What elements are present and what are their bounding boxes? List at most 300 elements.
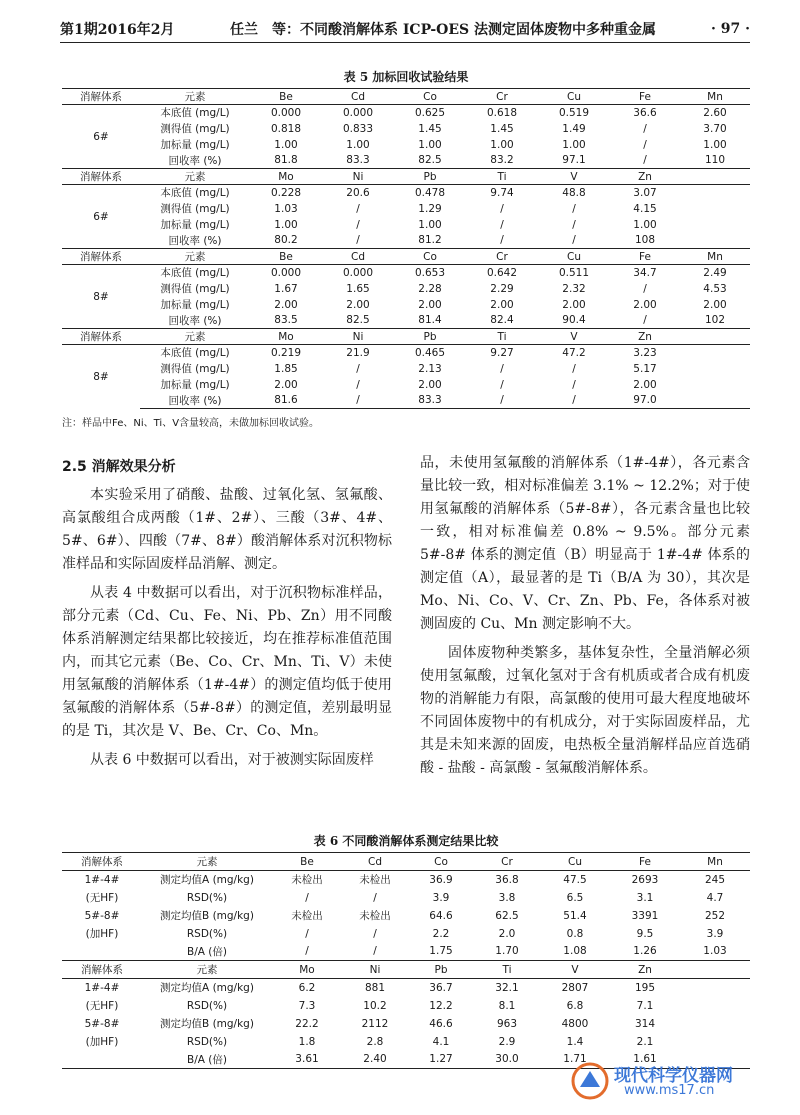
- column-header: Pb: [394, 169, 466, 185]
- column-header: Co: [394, 89, 466, 105]
- table-cell: 9.27: [490, 346, 514, 359]
- paragraph: 从表 4 中数据可以看出，对于沉积物标准样品，部分元素（Cd、Cu、Fe、Ni、Pb、Zn）用不同酸体系消解测定结果都比较接近，均在推荐标准值范围内，而其它元素（Be、Co、Cr、Mn、Ti、V）未使用氢氟酸的消解体系（1#-4#）的测定值均低于使用氢氟酸的消解体系（5#-8#）的测定值，差别最明显的是 Ti，其次是 V、Be、Cr、Co、Mn。: [62, 585, 392, 739]
- table-cell: /: [356, 218, 360, 231]
- running-header: [60, 18, 750, 40]
- table-row: [62, 889, 750, 907]
- table-cell: 32.1: [495, 981, 519, 994]
- table-cell: /: [572, 218, 576, 231]
- column-header: V: [540, 961, 610, 979]
- table-cell: /: [572, 378, 576, 391]
- table-cell: 4.15: [633, 202, 657, 215]
- table-cell: 0.000: [342, 266, 374, 279]
- table-cell: 82.5: [394, 153, 466, 169]
- row-label: 测得值 (mg/L): [160, 283, 230, 295]
- table-header-row: [62, 169, 750, 185]
- table-cell: /: [305, 927, 309, 940]
- table-cell: 1.75: [408, 943, 474, 961]
- paragraph: 固体废物种类繁多，基体复杂性，全量消解必须使用氢氟酸，过氧化氢对于含有机质或者合成有机废物的消解能力有限，高氯酸的使用可最大程度地破坏不同固体废物中的有机成分，对于实际固废样品，尤其是未知来源的固废，电热板全量消解样品应首选硝酸 - 盐酸 - 高氯酸 - 氢氟酸消解体系。: [420, 645, 750, 776]
- table-cell: 47.5: [563, 873, 587, 886]
- table-cell: 1.70: [474, 943, 540, 961]
- system-cell: 6#: [93, 130, 109, 143]
- table-cell: 0.511: [558, 266, 590, 279]
- table-cell: 4800: [561, 1017, 589, 1030]
- table-cell: 51.4: [563, 909, 587, 922]
- table-cell: 0.478: [414, 186, 446, 199]
- table-cell: 未检出: [291, 910, 323, 922]
- table6: [62, 852, 750, 1069]
- table-cell: 12.2: [429, 999, 453, 1012]
- table-cell: 2.1: [636, 1035, 654, 1048]
- table-cell: 0.653: [414, 266, 446, 279]
- table-header-row: [62, 249, 750, 265]
- table-row: [62, 105, 750, 121]
- table-cell: 20.6: [346, 186, 370, 199]
- column-header: 元素: [140, 249, 250, 265]
- table-cell: 1.08: [540, 943, 610, 961]
- table-cell: [680, 345, 750, 361]
- header-rule: [60, 42, 750, 43]
- table-cell: [680, 361, 750, 377]
- table-cell: 未检出: [359, 910, 391, 922]
- row-label: 加标量 (mg/L): [160, 219, 230, 231]
- table-row: [62, 153, 750, 169]
- table-cell: 0.000: [270, 266, 302, 279]
- table-cell: 6.8: [566, 999, 584, 1012]
- table-cell: 0.219: [270, 346, 302, 359]
- table-cell: /: [500, 378, 504, 391]
- table-cell: 2.8: [366, 1035, 384, 1048]
- table-cell: 102: [680, 313, 750, 329]
- table-cell: 64.6: [429, 909, 453, 922]
- table-cell: 47.2: [562, 346, 586, 359]
- column-header: Cr: [474, 853, 540, 871]
- column-header: Zn: [610, 169, 680, 185]
- table-cell: 0.833: [342, 122, 374, 135]
- table-cell: 36.9: [429, 873, 453, 886]
- column-header: Ti: [474, 961, 540, 979]
- table-cell: 0.642: [486, 266, 518, 279]
- row-label: 本底值 (mg/L): [160, 267, 230, 280]
- table-cell: [680, 185, 750, 201]
- column-header: 消解体系: [62, 853, 142, 871]
- table-cell: 1.45: [490, 122, 514, 135]
- table-cell: 195: [634, 981, 656, 994]
- table-cell: 3391: [631, 909, 659, 922]
- table-cell: /: [572, 362, 576, 375]
- row-label: 回收率 (%): [140, 313, 250, 329]
- table-row: [62, 233, 750, 249]
- table-row: [62, 925, 750, 943]
- table-cell: 4.7: [706, 891, 724, 904]
- column-header: Mo: [250, 169, 322, 185]
- table-cell: 2.00: [418, 378, 442, 391]
- column-header: Zn: [610, 329, 680, 345]
- system-cell: (加HF): [85, 928, 119, 940]
- table-cell: /: [272, 943, 342, 961]
- table-cell: 0.228: [270, 186, 302, 199]
- column-header: Ti: [466, 169, 538, 185]
- column-header: [680, 169, 750, 185]
- column-header: Fe: [610, 853, 680, 871]
- table-cell: 81.6: [250, 393, 322, 409]
- table-row: [62, 217, 750, 233]
- table-row: [62, 313, 750, 329]
- table-cell: 9.74: [490, 186, 514, 199]
- table-cell: 22.2: [295, 1017, 319, 1030]
- right-column: [420, 452, 750, 780]
- system-cell: (无HF): [85, 892, 119, 904]
- column-header: [680, 961, 750, 979]
- table-cell: 1.71: [540, 1051, 610, 1069]
- table-cell: 2.00: [490, 298, 514, 311]
- system-cell: (无HF): [85, 1000, 119, 1012]
- column-header: 消解体系: [62, 249, 140, 265]
- table-row: [62, 297, 750, 313]
- table-cell: 2112: [361, 1017, 389, 1030]
- watermark-url: www.ms17.cn: [624, 1083, 715, 1098]
- table-cell: 0.465: [414, 346, 446, 359]
- row-label: 加标量 (mg/L): [160, 299, 230, 311]
- table-cell: /: [466, 233, 538, 249]
- table-row: [62, 265, 750, 281]
- column-header: 消解体系: [62, 961, 142, 979]
- table-cell: /: [643, 282, 647, 295]
- table-cell: /: [500, 362, 504, 375]
- table-cell: 2.00: [346, 298, 370, 311]
- column-header: 消解体系: [62, 169, 140, 185]
- column-header: Ti: [466, 329, 538, 345]
- table-cell: 82.4: [466, 313, 538, 329]
- row-label: 加标量 (mg/L): [160, 139, 230, 151]
- system-cell: 6#: [93, 210, 109, 223]
- table-cell: 1.03: [680, 943, 750, 961]
- table-cell: 3.61: [272, 1051, 342, 1069]
- table-cell: /: [572, 202, 576, 215]
- column-header: Ni: [322, 169, 394, 185]
- table-row: [62, 377, 750, 393]
- row-label: 测定均值B (mg/kg): [160, 1018, 254, 1030]
- table-cell: 83.3: [394, 393, 466, 409]
- table-cell: 36.8: [495, 873, 519, 886]
- row-label: 回收率 (%): [140, 393, 250, 409]
- table-cell: 1.45: [418, 122, 442, 135]
- table-cell: 963: [496, 1017, 518, 1030]
- table-cell: 245: [704, 873, 726, 886]
- table-cell: 2.29: [490, 282, 514, 295]
- table-cell: 1.49: [562, 122, 586, 135]
- table-cell: 2.00: [274, 298, 298, 311]
- column-header: Co: [394, 249, 466, 265]
- table-cell: 1.00: [346, 138, 370, 151]
- table-cell: 3.23: [633, 346, 657, 359]
- table-cell: 83.5: [250, 313, 322, 329]
- table-cell: 110: [680, 153, 750, 169]
- table-cell: 2.13: [418, 362, 442, 375]
- column-header: Cu: [538, 89, 610, 105]
- column-header: Fe: [610, 89, 680, 105]
- table-cell: 48.8: [562, 186, 586, 199]
- column-header: Cr: [466, 89, 538, 105]
- table-cell: 36.7: [429, 981, 453, 994]
- row-label: 本底值 (mg/L): [160, 347, 230, 360]
- table-cell: 1.4: [566, 1035, 584, 1048]
- row-label: 回收率 (%): [140, 153, 250, 169]
- table-row: [62, 345, 750, 361]
- column-header: 消解体系: [62, 329, 140, 345]
- paragraph: 从表 6 中数据可以看出，对于被测实际固废样: [90, 752, 374, 768]
- row-label: 测得值 (mg/L): [160, 363, 230, 375]
- table-row: [62, 979, 750, 997]
- paragraph: 本实验采用了硝酸、盐酸、过氧化氢、氢氟酸、高氯酸组合成两酸（1#、2#）、三酸（3#、4#、5#、6#）、四酸（7#、8#）酸消解体系对沉积物标准样品和实际固废样品消解、测定。: [62, 487, 392, 572]
- table-cell: 未检出: [291, 874, 323, 887]
- row-label: 加标量 (mg/L): [160, 379, 230, 391]
- table-cell: /: [610, 313, 680, 329]
- table-cell: 2.00: [703, 298, 727, 311]
- table-cell: 2.60: [703, 106, 727, 119]
- table-cell: 881: [364, 981, 386, 994]
- table-cell: /: [356, 202, 360, 215]
- table-cell: 7.3: [298, 999, 316, 1012]
- column-header: Mo: [272, 961, 342, 979]
- table-cell: /: [373, 927, 377, 940]
- table-cell: 1.85: [274, 362, 298, 375]
- table-cell: 97.0: [610, 393, 680, 409]
- column-header: Pb: [408, 961, 474, 979]
- table-cell: 1.00: [562, 138, 586, 151]
- table-cell: [680, 1033, 750, 1051]
- column-header: 元素: [140, 89, 250, 105]
- row-label: 测得值 (mg/L): [160, 203, 230, 215]
- table-cell: 0.8: [566, 927, 584, 940]
- row-label: B/A (倍): [142, 1051, 272, 1069]
- table-cell: 未检出: [359, 874, 391, 887]
- table-cell: 30.0: [474, 1051, 540, 1069]
- table-cell: 6.5: [566, 891, 584, 904]
- table-cell: 314: [634, 1017, 656, 1030]
- row-label: RSD(%): [186, 927, 228, 940]
- row-label: RSD(%): [186, 1035, 228, 1048]
- table-cell: /: [500, 202, 504, 215]
- table-cell: /: [373, 891, 377, 904]
- table-cell: 0.618: [486, 106, 518, 119]
- table-row: [62, 121, 750, 137]
- table-cell: 1.8: [298, 1035, 316, 1048]
- table-row: [62, 943, 750, 961]
- table-cell: 1.00: [274, 138, 298, 151]
- column-header: Be: [250, 249, 322, 265]
- table-cell: 80.2: [250, 233, 322, 249]
- table-row: [62, 137, 750, 153]
- table-cell: 9.5: [636, 927, 654, 940]
- table-cell: 1.00: [418, 218, 442, 231]
- table-cell: /: [322, 233, 394, 249]
- table-cell: 2.28: [418, 282, 442, 295]
- table-cell: 3.07: [633, 186, 657, 199]
- table-row: [62, 871, 750, 889]
- table-cell: 1.00: [274, 218, 298, 231]
- table5: [62, 88, 750, 409]
- row-label: 本底值 (mg/L): [160, 187, 230, 200]
- table-cell: /: [500, 218, 504, 231]
- table-cell: 34.7: [633, 266, 657, 279]
- table6-caption: 表 6 不同酸消解体系测定结果比较: [313, 834, 499, 848]
- table-cell: /: [356, 362, 360, 375]
- table-cell: 0.625: [414, 106, 446, 119]
- column-header: 元素: [142, 853, 272, 871]
- table-cell: /: [342, 943, 408, 961]
- row-label: B/A (倍): [142, 943, 272, 961]
- table-cell: 1.03: [274, 202, 298, 215]
- table-cell: 5.17: [633, 362, 657, 375]
- table-row: [62, 1033, 750, 1051]
- table5-caption: 表 5 加标回收试验结果: [343, 70, 469, 84]
- system-cell: (加HF): [85, 1036, 119, 1048]
- table-cell: /: [305, 891, 309, 904]
- table-cell: 252: [704, 909, 726, 922]
- system-cell: 1#-4#: [84, 873, 120, 886]
- table-cell: 1.29: [418, 202, 442, 215]
- table-cell: 1.27: [408, 1051, 474, 1069]
- column-header: Fe: [610, 249, 680, 265]
- column-header: 元素: [140, 169, 250, 185]
- table-cell: 0.000: [270, 106, 302, 119]
- table-cell: 82.5: [322, 313, 394, 329]
- table-cell: 3.9: [706, 927, 724, 940]
- column-header: 消解体系: [62, 89, 140, 105]
- column-header: Co: [408, 853, 474, 871]
- table-cell: /: [322, 393, 394, 409]
- system-cell: 5#-8#: [84, 1017, 120, 1030]
- system-cell: [62, 1051, 142, 1069]
- left-column: [62, 484, 392, 772]
- table-cell: 2.9: [498, 1035, 516, 1048]
- table-cell: /: [643, 138, 647, 151]
- table-cell: 0.519: [558, 106, 590, 119]
- table-cell: 4.53: [703, 282, 727, 295]
- table-row: [62, 281, 750, 297]
- section-heading: 2.5 消解效果分析: [62, 459, 176, 475]
- column-header: Cd: [342, 853, 408, 871]
- table-cell: 2.00: [418, 298, 442, 311]
- table-row: [62, 393, 750, 409]
- table-cell: 8.1: [498, 999, 516, 1012]
- table-cell: 2693: [631, 873, 659, 886]
- table-cell: 3.1: [636, 891, 654, 904]
- table-header-row: [62, 853, 750, 871]
- article-title: 任兰 等：不同酸消解体系 ICP-OES 法测定固体废物中多种重金属: [230, 22, 656, 38]
- row-label: 本底值 (mg/L): [160, 107, 230, 120]
- table-row: [62, 997, 750, 1015]
- table-cell: 2.2: [432, 927, 450, 940]
- column-header: Ni: [342, 961, 408, 979]
- table-cell: 2.00: [274, 378, 298, 391]
- table-cell: 6.2: [298, 981, 316, 994]
- table-cell: 0.818: [270, 122, 302, 135]
- table-cell: 1.67: [274, 282, 298, 295]
- table-row: [62, 1015, 750, 1033]
- row-label: RSD(%): [186, 891, 228, 904]
- row-label: 测定均值A (mg/kg): [160, 982, 254, 995]
- column-header: Mn: [680, 853, 750, 871]
- table-cell: 0.000: [342, 106, 374, 119]
- system-cell: 8#: [93, 370, 109, 383]
- table-row: [62, 907, 750, 925]
- table-cell: /: [466, 393, 538, 409]
- journal-issue: 第1期2016年2月: [60, 22, 175, 38]
- table-cell: 3.9: [432, 891, 450, 904]
- table-cell: 1.65: [346, 282, 370, 295]
- column-header: Ni: [322, 329, 394, 345]
- column-header: V: [538, 169, 610, 185]
- table-cell: [680, 377, 750, 393]
- column-header: Be: [272, 853, 342, 871]
- table-cell: 2.49: [703, 266, 727, 279]
- system-cell: [62, 943, 142, 961]
- watermark-name: 现代科学仪器网: [614, 1066, 733, 1086]
- table-row: [62, 185, 750, 201]
- table-row: [62, 201, 750, 217]
- column-header: Be: [250, 89, 322, 105]
- table-cell: /: [538, 233, 610, 249]
- table-cell: 2.32: [562, 282, 586, 295]
- paragraph: 品，未使用氢氟酸的消解体系（1#-4#），各元素含量比较一致，相对标准偏差 3.1% ~ 12.2%；对于使用氢氟酸的消解体系（5#-8#），各元素含量也比较一致，相对标准偏差 0.8% ~ 9.5%。部分元素 5#-8# 体系的测定值（B）明显高于 1#-4# 体系的测定值（A），最显著的是 Ti（B/A 为 30），其次是 Mo、Ni、Co、V、Cr、Zn、Pb、Fe，各体系对被测固废的 Cu、Mn 测定影响不大。: [420, 455, 750, 632]
- table-cell: 21.9: [346, 346, 370, 359]
- column-header: Cd: [322, 249, 394, 265]
- table-cell: /: [538, 393, 610, 409]
- table-cell: 2807: [561, 981, 589, 994]
- table-cell: [680, 997, 750, 1015]
- table-cell: /: [610, 153, 680, 169]
- table-cell: 81.8: [250, 153, 322, 169]
- watermark-logo-icon: [570, 1061, 610, 1101]
- table-cell: 1.00: [633, 218, 657, 231]
- system-cell: 8#: [93, 290, 109, 303]
- table-cell: 4.1: [432, 1035, 450, 1048]
- table-cell: 81.2: [394, 233, 466, 249]
- table-cell: 1.61: [610, 1051, 680, 1069]
- table-cell: /: [643, 122, 647, 135]
- table-header-row: [62, 961, 750, 979]
- system-cell: 5#-8#: [84, 909, 120, 922]
- column-header: Mn: [680, 249, 750, 265]
- table-cell: 1.00: [418, 138, 442, 151]
- table-cell: 2.00: [633, 378, 657, 391]
- table-cell: 3.8: [498, 891, 516, 904]
- table-cell: [680, 201, 750, 217]
- row-label: 回收率 (%): [140, 233, 250, 249]
- column-header: Mo: [250, 329, 322, 345]
- column-header: V: [538, 329, 610, 345]
- table-cell: 81.4: [394, 313, 466, 329]
- table-cell: 1.26: [610, 943, 680, 961]
- system-cell: 1#-4#: [84, 981, 120, 994]
- row-label: RSD(%): [186, 999, 228, 1012]
- table-cell: 36.6: [633, 106, 657, 119]
- column-header: 元素: [142, 961, 272, 979]
- table-cell: [680, 1015, 750, 1033]
- table-cell: 2.00: [633, 298, 657, 311]
- table-cell: 97.1: [538, 153, 610, 169]
- table-cell: 90.4: [538, 313, 610, 329]
- column-header: Cu: [538, 249, 610, 265]
- table-cell: 62.5: [495, 909, 519, 922]
- column-header: Cr: [466, 249, 538, 265]
- column-header: Mn: [680, 89, 750, 105]
- table-cell: [680, 393, 750, 409]
- table-row: [62, 361, 750, 377]
- table-cell: [680, 233, 750, 249]
- column-header: [680, 329, 750, 345]
